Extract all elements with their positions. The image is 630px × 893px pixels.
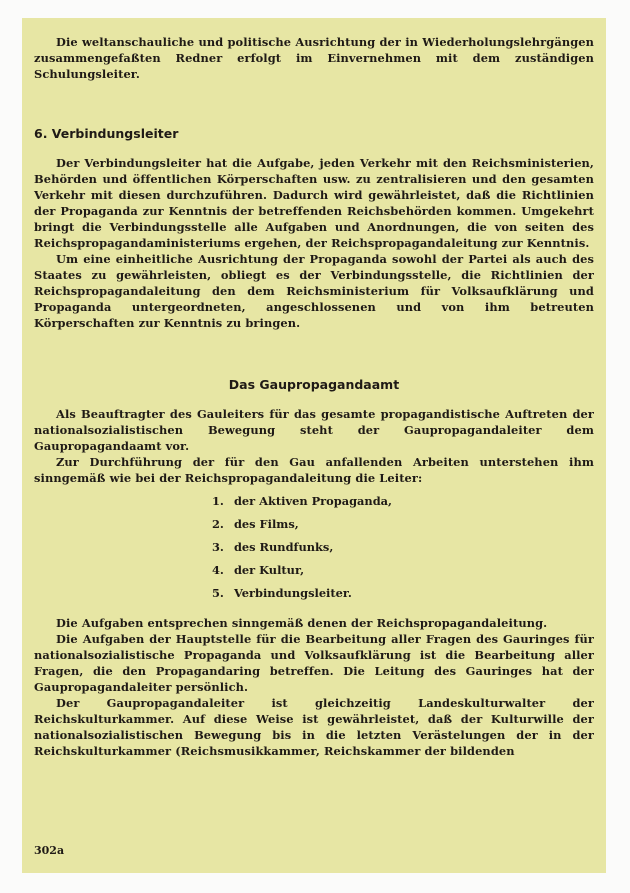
verbindungsleiter-paragraph-1: Der Verbindungsleiter hat die Aufgabe, jeden Verkehr mit den Reichsministerien, Behörden und öffentlichen Körperschaften usw. zu zentralisieren und den gesamten Verkehr mit diesen durchzuführen. Dadurch wird gewährleistet, daß die Richtlinien der Propaganda zur Kenntnis der betreffenden Reichsbehörden kommen. Umgekehrt bringt die Verbindungsstelle alle Aufgaben und Anordnungen, die von seiten des Reichspropagandaministeriums ergehen, der Reichspropagandaleitung zur Kenntnis. <box>34 156 594 250</box>
gau-paragraph-4: Die Aufgaben der Hauptstelle für die Bearbeitung aller Fragen des Gauringes für nationalsozialistische Propaganda und Volksaufklärung ist die Bearbeitung aller Fragen, die den Propagandaring betreffen. Die Leitung des Gauringes hat der Gaupropagandaleiter persönlich. <box>34 632 594 694</box>
book-page <box>22 18 606 873</box>
gau-paragraph-5: Der Gaupropagandaleiter ist gleichzeitig Landeskulturwalter der Reichskulturkammer. Auf diese Weise ist gewährleistet, daß der Kulturwille der nationalsozialistischen Bewegung bis in die letzten Verästelungen der in der Reichskulturkammer (Reichsmusikkammer, Reichskammer der bildenden <box>34 696 594 758</box>
gau-paragraph-3: Die Aufgaben entsprechen sinngemäß denen der Reichspropagandaleitung. <box>56 616 548 630</box>
leiter-list <box>212 490 594 605</box>
verbindungsleiter-paragraph-2: Um eine einheitliche Ausrichtung der Propaganda sowohl der Partei als auch des Staates zu gewährleisten, obliegt es der Verbindungsstelle, die Richtlinien der Reichspropagandaleitung den dem Reichsministerium für Volksaufklärung und Propaganda untergeordneten, angeschlossenen und von ihm betreuten Körperschaften zur Kenntnis zu bringen. <box>34 252 594 330</box>
list-item: 5. Verbindungsleiter. <box>212 586 352 600</box>
section-heading-verbindungsleiter: 6. Verbindungsleiter <box>34 126 179 141</box>
section-heading-gaupropagandaamt: Das Gaupropagandaamt <box>228 377 400 392</box>
list-item: 1. der Aktiven Propaganda, <box>212 494 393 508</box>
intro-paragraph: Die weltanschauliche und politische Ausrichtung der in Wiederholungslehrgängen zusammengefaßten Redner erfolgt im Einvernehmen mit dem zuständigen Schulungsleiter. <box>34 35 594 81</box>
page-number: 302a <box>34 844 65 857</box>
list-item: 3. des Rundfunks, <box>212 540 334 554</box>
list-item: 2. des Films, <box>212 517 299 531</box>
gau-paragraph-1: Als Beauftragter des Gauleiters für das gesamte propagandistische Auftreten der nationalsozialistischen Bewegung steht der Gaupropagandaleiter dem Gaupropagandaamt vor. <box>34 407 594 453</box>
list-item: 4. der Kultur, <box>212 563 305 577</box>
gau-paragraph-2: Zur Durchführung der für den Gau anfallenden Arbeiten unterstehen ihm sinngemäß wie bei der Reichspropagandaleitung die Leiter: <box>34 455 594 485</box>
